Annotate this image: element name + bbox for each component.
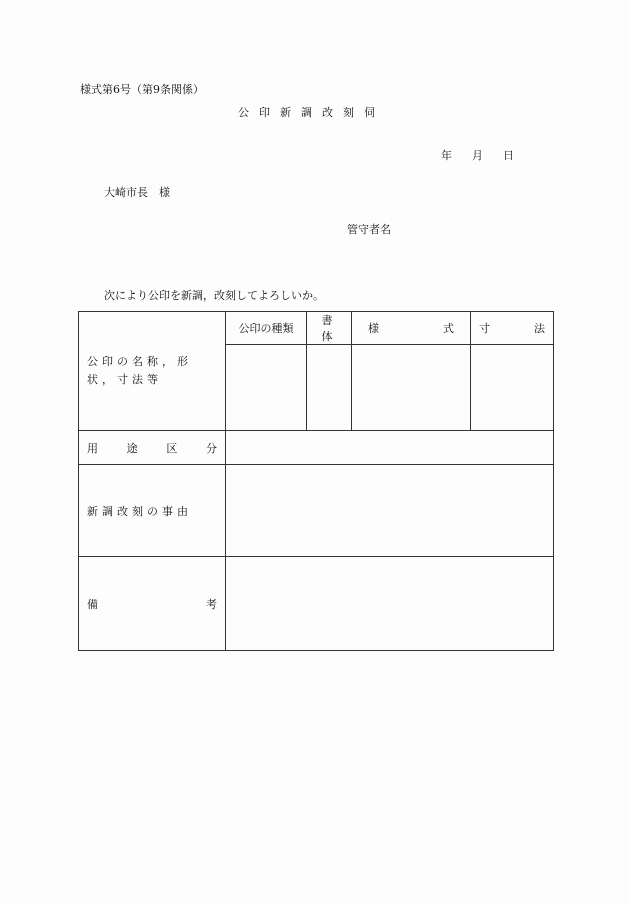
date-day: 日	[503, 149, 514, 162]
cell-style[interactable]	[352, 345, 471, 431]
header-seal-type: 公印の種類	[226, 312, 307, 345]
date-line	[441, 147, 514, 163]
document-title: 公印新調改刻伺	[238, 106, 385, 119]
cell-typeface[interactable]	[307, 345, 352, 431]
cell-usage[interactable]	[226, 431, 554, 465]
detail-table	[78, 311, 554, 651]
intro-text: 次により公印を新調，改刻してよろしいか。	[104, 289, 324, 302]
row-label-reason: 新調改刻の事由	[79, 465, 226, 557]
header-size: 寸 法	[471, 312, 554, 345]
row-label-seal-details: 公印の名称，形状，寸法等	[79, 312, 226, 431]
header-style: 様 式	[352, 312, 471, 345]
date-year: 年	[441, 149, 452, 162]
date-month: 月	[472, 149, 483, 162]
cell-reason[interactable]	[226, 465, 554, 557]
cell-size[interactable]	[471, 345, 554, 431]
form-number: 様式第6号（第9条関係）	[80, 83, 204, 96]
custodian-label: 管守者名	[347, 223, 391, 236]
addressee: 大崎市長 様	[104, 186, 170, 199]
row-label-remarks: 備 考	[79, 557, 226, 651]
cell-seal-type[interactable]	[226, 345, 307, 431]
cell-remarks[interactable]	[226, 557, 554, 651]
header-typeface: 書体	[307, 312, 352, 345]
row-label-usage: 用 途 区 分	[79, 431, 226, 465]
